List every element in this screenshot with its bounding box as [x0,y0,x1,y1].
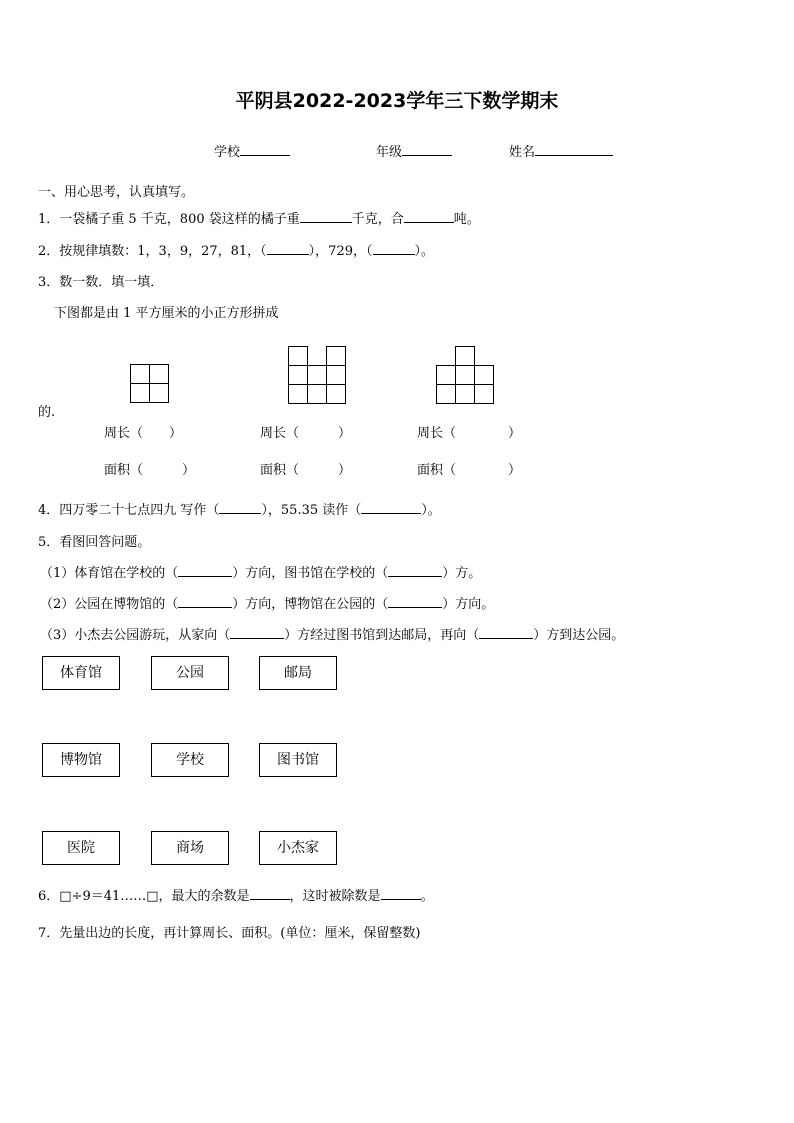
q6-text-a: 6．□÷9＝41……□，最大的余数是 [38,889,250,904]
section-heading: 一、用心思考，认真填写。 [38,185,195,200]
q5p3-text-c: ）方到达公园。 [533,628,625,643]
question-3-desc-end: 的. [38,405,56,420]
question-2 [38,240,434,259]
q2-text-b: ），729，（ [308,244,373,259]
place-box-library: 图书馆 [259,743,337,777]
name-field [509,141,613,160]
grade-blank[interactable] [402,143,452,156]
question-5-part-3 [40,624,624,643]
figure-2-perimeter[interactable]: 周长（ ） [260,426,352,441]
place-box-park: 公园 [151,656,229,690]
name-blank[interactable] [535,143,613,156]
q6-text-c: 。 [420,889,434,904]
q5p1-text-a: （1）体育馆在学校的（ [40,566,179,581]
q5p3-blank-1[interactable] [230,626,284,639]
grade-label: 年级 [376,145,403,160]
question-1 [38,208,480,227]
school-label: 学校 [214,145,241,160]
figure-3-perimeter[interactable]: 周长（ ） [417,426,522,441]
q5p2-text-a: （2）公园在博物馆的（ [40,597,179,612]
q2-blank-2[interactable] [373,242,415,255]
place-box-museum: 博物馆 [42,743,120,777]
q5p2-blank-1[interactable] [178,595,232,608]
q4-text-c: ）。 [421,503,441,518]
figure-2-area[interactable]: 面积（ ） [260,463,352,478]
q5p3-text-b: ）方经过图书馆到达邮局，再向（ [284,628,480,643]
q5p2-text-b: ）方向，博物馆在公园的（ [232,597,389,612]
question-6 [38,885,434,904]
place-box-hospital: 医院 [42,831,120,865]
question-7: 7．先量出边的长度，再计算周长、面积。(单位：厘米，保留整数) [38,926,421,941]
q6-blank-2[interactable] [381,887,421,900]
place-box-xiaojie-home: 小杰家 [259,831,337,865]
q4-text-a: 4．四万零二十七点四九 写作（ [38,503,220,518]
q1-text-a: 1．一袋橘子重 5 千克，800 袋这样的橘子重 [38,212,300,227]
q5p1-blank-1[interactable] [178,564,232,577]
question-4 [38,499,441,518]
name-label: 姓名 [509,145,536,160]
q2-blank-1[interactable] [267,242,309,255]
question-3-title: 3．数一数．填一填． [38,275,164,290]
question-5-title: 5．看图回答问题。 [38,535,151,550]
q2-text-a: 2．按规律填数：1，3，9，27，81，（ [38,244,267,259]
place-box-school: 学校 [151,743,229,777]
page-title: 平阴县2022-2023学年三下数学期末 [235,90,559,112]
figure-3-area[interactable]: 面积（ ） [417,463,522,478]
grade-field [376,141,452,160]
q1-text-c: 吨。 [453,212,480,227]
q5p1-blank-2[interactable] [388,564,442,577]
q1-blank-2[interactable] [404,210,454,223]
q5p3-text-a: （3）小杰去公园游玩，从家向（ [40,628,231,643]
place-box-post-office: 邮局 [259,656,337,690]
figure-1-area[interactable]: 面积（ ） [104,463,196,478]
figure-1-perimeter[interactable]: 周长（ ） [104,426,183,441]
school-field [214,141,290,160]
q2-text-c: ）。 [414,244,435,259]
question-3-desc: 下图都是由 1 平方厘米的小正方形拼成 [54,306,279,321]
q4-blank-1[interactable] [219,501,261,514]
q5p1-text-b: ）方向，图书馆在学校的（ [232,566,389,581]
q1-text-b: 千克，合 [351,212,404,227]
q5p1-text-c: ）方。 [442,566,482,581]
question-5-part-2 [40,593,494,612]
q4-text-b: ），55.35 读作（ [261,503,362,518]
q6-blank-1[interactable] [250,887,290,900]
question-5-part-1 [40,562,481,581]
school-blank[interactable] [240,143,290,156]
q5p2-text-c: ）方向。 [442,597,495,612]
q5p3-blank-2[interactable] [479,626,533,639]
q6-text-b: ，这时被除数是 [289,889,381,904]
place-box-mall: 商场 [151,831,229,865]
q1-blank-1[interactable] [300,210,352,223]
q5p2-blank-2[interactable] [388,595,442,608]
place-box-gym: 体育馆 [42,656,120,690]
q4-blank-2[interactable] [361,501,421,514]
